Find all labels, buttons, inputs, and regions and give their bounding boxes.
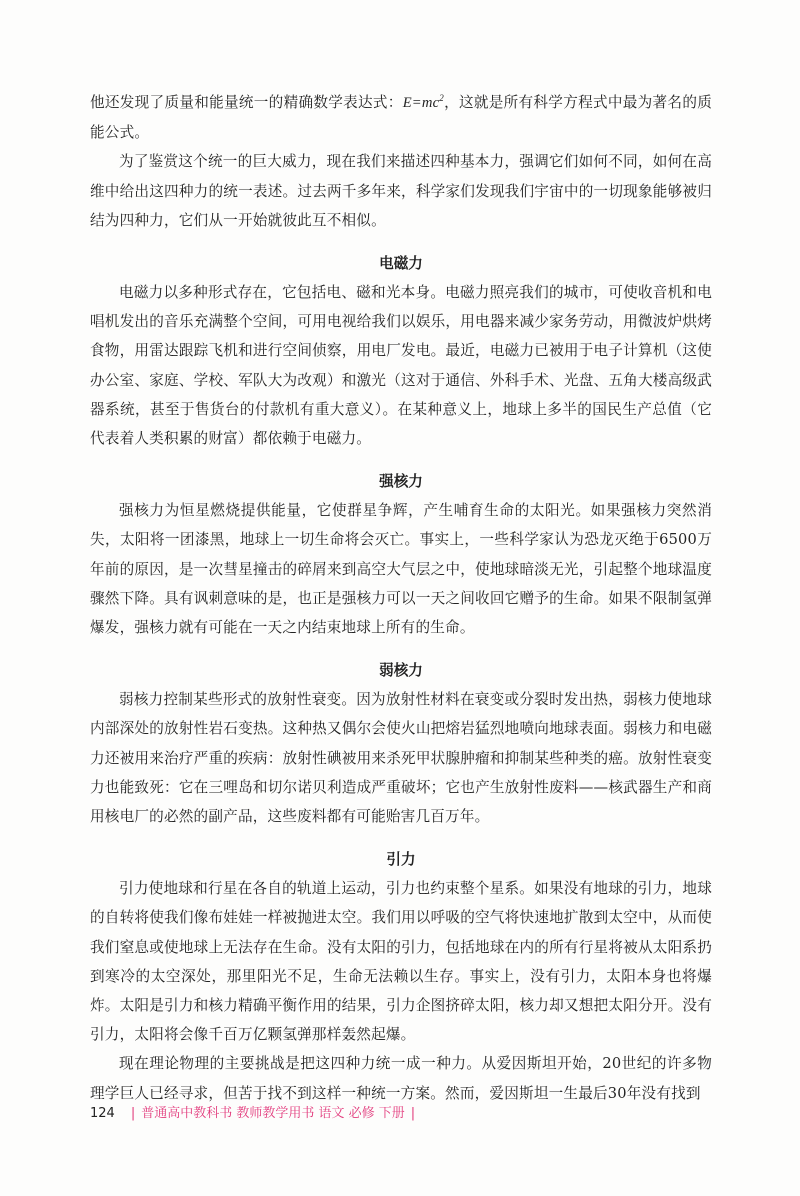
closing-paragraph: 现在理论物理的主要挑战是把这四种力统一成一种力。从爱因斯坦开始，20世纪的许多物理学巨人已经寻求，但苦于找不到这样一种统一方案。然而，爱因斯坦一生最后30年没有找到: [90, 1055, 712, 1102]
formula-base: E=mc: [402, 95, 440, 111]
section-heading-strong-nuclear: 强核力: [379, 473, 423, 491]
section-body-weak-nuclear: 弱核力控制某些形式的放射性衰变。因为放射性材料在衰变或分裂时发出热，弱核力使地球内部深处的放射性岩石变热。这种热又偶尔会使火山把熔岩猛烈地喷向地球表面。弱核力和电磁力还被用来治疗严重的疾病：放射性碘被用来杀死甲状腺肿瘤和抑制某些种类的癌。放射性衰变力也能致死：它在三哩岛和切尔诺贝利造成严重破坏；它也产生放射性废料——核武器生产和商用核电厂的必然的副产品，这些废料都有可能贻害几百万年。: [90, 691, 712, 826]
section-heading-gravity: 引力: [386, 851, 416, 869]
intro-text-after: ，这就是所有科学方程式中最为著名的质能公式。: [90, 94, 712, 142]
section-body-strong-nuclear: 强核力为恒星燃烧提供能量，它使群星争辉，产生哺育生命的太阳光。如果强核力突然消失，太阳将一团漆黑，地球上一切生命将会灭亡。事实上，一些科学家认为恐龙灭绝于6500万年前的原因，是一次彗星撞击的碎屑来到高空大气层之中，使地球暗淡无光，引起整个地球温度骤然下降。具有讽刺意味的是，也正是强核力可以一天之间收回它赠予的生命。如果不限制氢弹爆发，强核力就有可能在一天之内结束地球上所有的生命。: [90, 502, 712, 637]
intro-text-before: 他还发现了质量和能量统一的精确数学表达式：: [90, 94, 403, 111]
section-body-electromagnetic: 电磁力以多种形式存在，它包括电、磁和光本身。电磁力照亮我们的城市，可使收音机和电唱机发出的音乐充满整个空间，可用电视给我们以娱乐，用电器来减少家务劳动，用微波炉烘烤食物，用雷达跟踪飞机和进行空间侦察，用电厂发电。最近，电磁力已被用于电子计算机（这使办公室、家庭、学校、军队大为改观）和激光（这对于通信、外科手术、光盘、五角大楼高级武器系统，甚至于售货台的付款机有重大意义）。在某种意义上，地球上多半的国民生产总值（它代表着人类积累的财富）都依赖于电磁力。: [90, 284, 712, 448]
section-heading-electromagnetic: 电磁力: [379, 255, 423, 273]
book-series-title: 普通高中教科书 教师教学用书 语文 必修 下册: [141, 1106, 405, 1121]
section-body-gravity: 引力使地球和行星在各自的轨道上运动，引力也约束整个星系。如果没有地球的引力，地球的自转将使我们像布娃娃一样被抛进太空。我们用以呼吸的空气将快速地扩散到太空中，从而使我们窒息或使地球上无法存在生命。没有太阳的引力，包括地球在内的所有行星将被从太阳系扔到寒冷的太空深处，那里阳光不足，生命无法赖以生存。事实上，没有引力，太阳本身也将爆炸。太阳是引力和核力精确平衡作用的结果，引力企图挤碎太阳，核力却又想把太阳分开。没有引力，太阳将会像千百万亿颗氢弹那样轰然起爆。: [90, 880, 712, 1044]
page-number: 124: [90, 1106, 115, 1121]
page-footer: [90, 1104, 415, 1124]
footer-end-mark: |: [410, 1106, 416, 1121]
footer-separator: |: [130, 1106, 136, 1121]
mass-energy-formula: [403, 95, 444, 111]
intro-paragraph: [90, 88, 712, 147]
four-forces-paragraph: 为了鉴赏这个统一的巨大威力，现在我们来描述四种基本力，强调它们如何不同，如何在高维中给出这四种力的统一表述。过去两千多年来，科学家们发现我们宇宙中的一切现象能够被归结为四种力，它们从一开始就彼此互不相似。: [90, 153, 712, 229]
page-content: [90, 88, 712, 1108]
section-heading-weak-nuclear: 弱核力: [379, 662, 423, 680]
formula-exponent: 2: [439, 93, 444, 104]
